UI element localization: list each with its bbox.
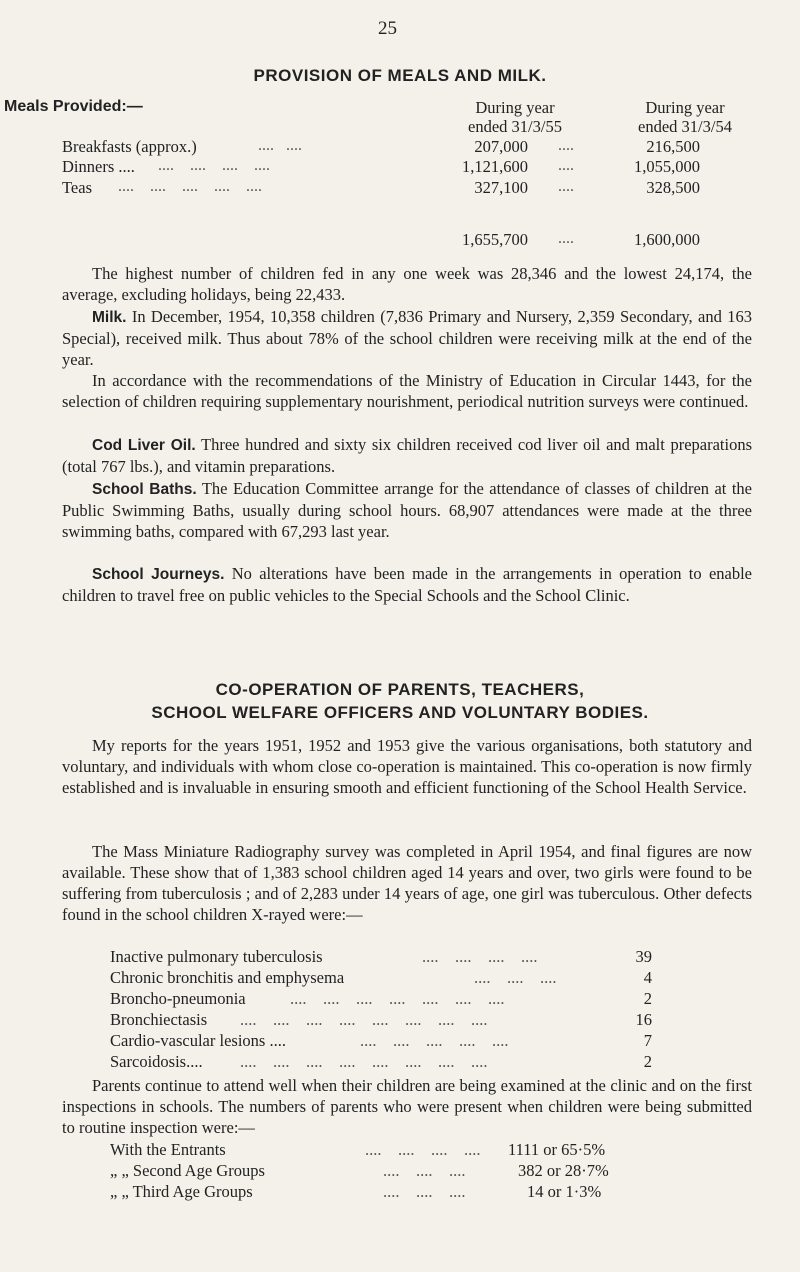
value-1955: 1,121,600 — [462, 157, 528, 176]
row-label: Teas — [62, 178, 92, 197]
page-number: 25 — [378, 18, 397, 39]
cooperation-heading-line2: SCHOOL WELFARE OFFICERS AND VOLUNTARY BODIES. — [151, 703, 649, 722]
milk-paragraph: Milk. In December, 1954, 10,358 children (7,836 Primary and Nursery, 2,359 Secondary, and 163 Special), received milk. Thus about 78% of the school children were receiving milk at the end of the year. — [62, 307, 752, 369]
total-1955: 1,655,700 — [462, 230, 528, 249]
list-item: Inactive pulmonary tuberculosis .... .... .... .... 39 — [110, 947, 652, 966]
school-baths-paragraph: School Baths. The Education Committee arrange for the attendance of classes of children at the Public Swimming Baths, usually during school hours. 68,907 attendances were made at the three swimming baths, compared with 67,293 last year. — [62, 479, 752, 541]
list-item: With the Entrants .... .... .... .... 1111 or 65·5% — [110, 1140, 606, 1159]
list-item: Sarcoidosis.... .... .... .... .... .... .... .... .... 2 — [110, 1052, 652, 1071]
reports-paragraph: My reports for the years 1951, 1952 and 1953 give the various organisations, both statutory and voluntary, and individuals with whom close co-operation is maintained. This co-operation is now firmly established and is invaluable in ensuring smooth and efficient functioning of the School Health Service. — [62, 736, 752, 797]
list-item: „ „ Second Age Groups .... .... .... 382 or 28·7% — [110, 1161, 609, 1180]
list-item: Broncho-pneumonia .... .... .... .... .... .... .... 2 — [110, 989, 652, 1008]
cod-liver-oil-paragraph: Cod Liver Oil. Three hundred and sixty six children received cod liver oil and malt preparations (total 767 lbs.), and vitamin preparations. — [62, 435, 752, 476]
radiography-paragraph: The Mass Miniature Radiography survey was completed in April 1954, and final figures are now available. These show that of 1,383 school children aged 14 years and over, two girls were found to be suffering from tuberculosis ; and of 2,283 under 14 years of age, one girl was tuberculous. Other defects found in the school children X-rayed were:— — [62, 842, 752, 924]
list-item: Bronchiectasis .... .... .... .... .... .... .... .... 16 — [110, 1010, 652, 1029]
total-1954: 1,600,000 — [634, 230, 700, 249]
value-1954: 328,500 — [646, 178, 700, 197]
column-header-1955: During year ended 31/3/55 — [468, 98, 562, 136]
list-item: Cardio-vascular lesions .... .... .... .... .... .... 7 — [110, 1031, 652, 1050]
document-page: 25 PROVISION OF MEALS AND MILK. Meals Provided:— During year ended 31/3/55 During year ended 31/3/54 Breakfasts (approx.) .... .... 207,000 .... 216,500 Dinners .... .... .... .... .... 1,121,600 .... 1,055,000 Teas .... .... .... .... .... 327,100 .... 328,500 1,655,700 .... 1,600,000 The highest number of children fed in any one week was 28,346 and the lowest 24,174, the average, excluding holidays, being 22,433. Milk. In December, 1954, 10,358 children (7,836 Primary and Nursery, 2,359 Secondary, and 163 Special), received milk. Thus about 78% of the school children were receiving milk at the end of the year. In accordance with the recommendations of the Ministry of Education in Circular 1443, for the selection of children requiring supplementary nourishment, periodical nutrition surveys were continued. Cod Liver Oil. Three hundred and sixty six children received cod liver oil and malt preparations (total 767 lbs.), and vitamin preparations. School Baths. The Education Committee arrange for the attendance of classes of children at the Public Swimming Baths, usually during school hours. 68,907 attendances were made at the three swimming baths, compared with 67,293 last year. School Journeys. No alterations have been made in the arrangements in operation to enable children to travel free on public vehicles to the Special Schools and the School Clinic. CO-OPERATION OF PARENTS, TEACHERS, SCHOOL WELFARE OFFICERS AND VOLUNTARY BODIES. My reports for the years 1951, 1952 and 1953 give the various organisations, both statutory and voluntary, and individuals with whom close co-operation is maintained. This co-operation is now firmly established and is invaluable in ensuring smooth and efficient functioning of the School Health Service. The Mass Miniature Radiography survey was completed in April 1954, and final figures are now available. These show that of 1,383 school children aged 14 years and over, two girls were found to be suffering from tuberculosis ; and of 2,283 under 14 years of age, one girl was tuberculous. Other defects found in the school children X-rayed were:— Inactive pulmonary tuberculosis .... .... .... .... 39 Chronic bronchitis and emphysema .... .... .... 4 Broncho-pneumonia .... .... .... .... .... .... .... 2 Bronchiectasis .... .... .... .... .... .... .... .... 16 Cardio-vascular lesions .... .... .... .... .... .... 7 Sarcoidosis.... .... .... .... .... .... .... .... .... 2 Parents continue to attend well when their children are being examined at the clinic and on the first inspections in schools. The numbers of parents who were present when children were being submitted to routine inspection were:— With the Entrants .... .... .... .... 1111 or 65·5% „ „ Second Age Groups .... .... .... 382 or 28·7% „ „ Third Age Groups .... .... .... 14 or 1·3% — [0, 0, 800, 1272]
column-header-1954: During year ended 31/3/54 — [638, 98, 732, 136]
value-1954: 216,500 — [646, 137, 700, 156]
meals-provided-label: Meals Provided:— — [4, 98, 143, 115]
cooperation-heading-line1: CO-OPERATION OF PARENTS, TEACHERS, — [215, 680, 585, 699]
provision-heading: PROVISION OF MEALS AND MILK. — [253, 66, 547, 85]
row-label: Dinners .... — [62, 157, 135, 176]
value-1955: 207,000 — [474, 137, 528, 156]
value-1955: 327,100 — [474, 178, 528, 197]
circular-paragraph: In accordance with the recommendations of the Ministry of Education in Circular 1443, for the selection of children requiring supplementary nourishment, periodical nutrition surveys were continued. — [62, 371, 752, 411]
school-journeys-paragraph: School Journeys. No alterations have been made in the arrangements in operation to enable children to travel free on public vehicles to the Special Schools and the School Clinic. — [62, 564, 752, 605]
row-label: Breakfasts (approx.) — [62, 137, 197, 156]
list-item: „ „ Third Age Groups .... .... .... 14 or 1·3% — [110, 1182, 602, 1201]
value-1954: 1,055,000 — [634, 157, 700, 176]
parents-paragraph: Parents continue to attend well when their children are being examined at the clinic and on the first inspections in schools. The numbers of parents who were present when children were being submitted to routine inspection were:— — [62, 1076, 752, 1137]
list-item: Chronic bronchitis and emphysema .... .... .... 4 — [110, 968, 652, 987]
highest-number-paragraph: The highest number of children fed in any one week was 28,346 and the lowest 24,174, the average, excluding holidays, being 22,433. — [62, 264, 752, 304]
